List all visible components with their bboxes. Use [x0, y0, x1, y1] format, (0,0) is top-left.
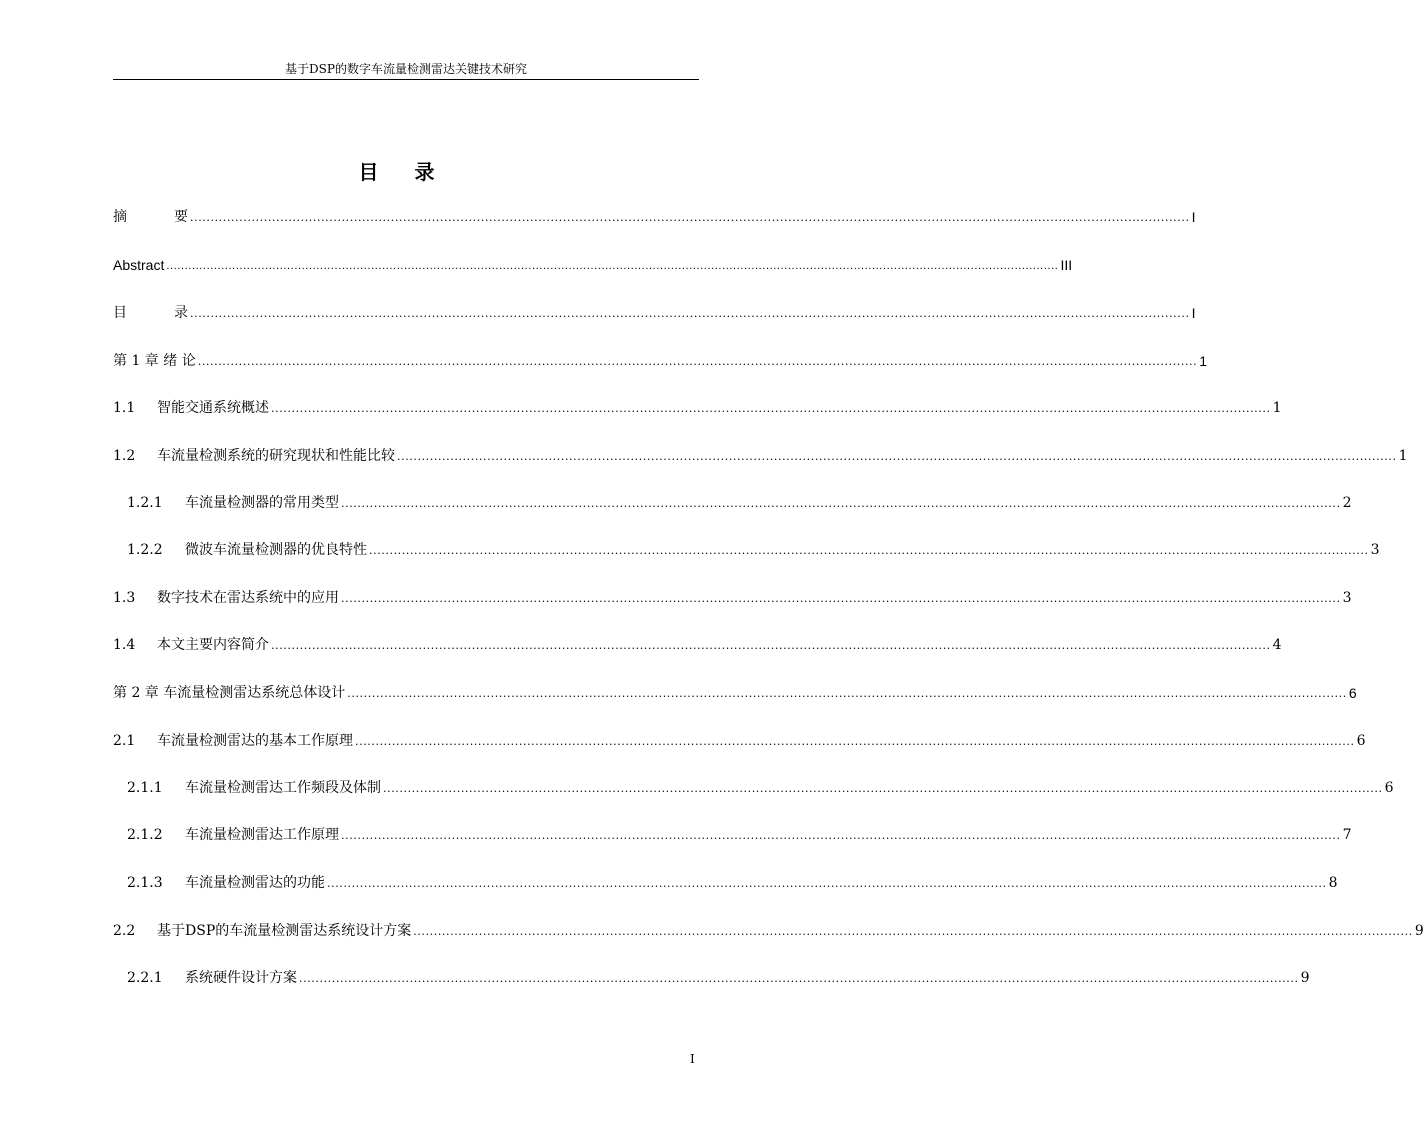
toc-entry-number: 1.2: [113, 448, 136, 464]
toc-entry-1-1[interactable]: [113, 397, 1282, 417]
dot-leader: ....................................................................................................................................................................................................................................................: [347, 687, 1347, 700]
dot-leader: ....................................................................................................................................................................................................................................................: [271, 402, 1271, 415]
dot-leader: ....................................................................................................................................................................................................................................................: [166, 260, 1059, 272]
toc-title: [0, 156, 793, 185]
toc-entry-2-2-1[interactable]: [127, 967, 1310, 987]
toc-entry-1-2-1[interactable]: [127, 492, 1352, 512]
toc-entry-page: 6: [1356, 733, 1366, 749]
toc-entry-number: 2.1.1: [127, 780, 163, 796]
toc-entry-page: 4: [1272, 637, 1282, 653]
toc-entry-1-3[interactable]: [113, 587, 1352, 607]
dot-leader: ....................................................................................................................................................................................................................................................: [327, 877, 1327, 890]
toc-entry-number: 2.1: [113, 733, 136, 749]
toc-entry-page: 6: [1384, 780, 1394, 796]
dot-leader: ....................................................................................................................................................................................................................................................: [271, 639, 1271, 652]
toc-entry-abstract-cn[interactable]: [113, 206, 1196, 226]
toc-title-right: 录: [414, 160, 435, 184]
toc-entry-1-4[interactable]: [113, 634, 1282, 654]
toc-entry-page: I: [1191, 209, 1196, 225]
dot-leader: ....................................................................................................................................................................................................................................................: [397, 450, 1397, 463]
toc-entry-label: 目 录: [113, 305, 188, 321]
toc-entry-1-2[interactable]: [113, 445, 1408, 465]
toc-entry-label: 本文主要内容简介: [157, 637, 269, 653]
dot-leader: ....................................................................................................................................................................................................................................................: [383, 782, 1383, 795]
toc-entry-label: Abstract: [113, 257, 165, 273]
toc-entry-chapter-1[interactable]: [113, 350, 1208, 370]
toc-entry-label: 系统硬件设计方案: [185, 970, 297, 986]
toc-entry-label: 车流量检测雷达工作频段及体制: [185, 780, 381, 796]
toc-entry-page: 1: [1398, 448, 1408, 464]
dot-leader: ....................................................................................................................................................................................................................................................: [341, 829, 1341, 842]
toc-entry-number: 2.2: [113, 923, 136, 939]
toc-entry-label: 数字技术在雷达系统中的应用: [157, 590, 339, 606]
toc-entry-page: 1: [1199, 353, 1208, 369]
dot-leader: ....................................................................................................................................................................................................................................................: [197, 355, 1198, 368]
toc-title-left: 目: [358, 160, 379, 184]
dot-leader: ....................................................................................................................................................................................................................................................: [190, 211, 1190, 224]
dot-leader: ....................................................................................................................................................................................................................................................: [413, 925, 1413, 938]
dot-leader: ....................................................................................................................................................................................................................................................: [299, 972, 1299, 985]
toc-entry-page: 3: [1370, 542, 1380, 558]
toc-entry-2-1[interactable]: [113, 730, 1366, 750]
dot-leader: ....................................................................................................................................................................................................................................................: [341, 497, 1341, 510]
toc-entry-1-2-2[interactable]: [127, 539, 1380, 559]
toc-entry-number: 1.4: [113, 637, 136, 653]
toc-entry-label: 车流量检测系统的研究现状和性能比较: [157, 448, 395, 464]
toc-entry-number: 1.3: [113, 590, 136, 606]
toc-entry-label: 车流量检测器的常用类型: [185, 495, 339, 511]
toc-entry-page: 2: [1342, 495, 1352, 511]
toc-entry-number: 2.1.3: [127, 875, 163, 891]
dot-leader: ....................................................................................................................................................................................................................................................: [369, 544, 1369, 557]
toc-entry-page: I: [1191, 305, 1196, 321]
toc-entry-label: 微波车流量检测器的优良特性: [185, 542, 367, 558]
dot-leader: ....................................................................................................................................................................................................................................................: [341, 592, 1341, 605]
toc-entry-2-1-2[interactable]: [127, 824, 1352, 844]
toc-entry-number: 1.1: [113, 400, 136, 416]
toc-entry-abstract-en[interactable]: [113, 254, 1073, 274]
toc-entry-page: 8: [1328, 875, 1338, 891]
toc-entry-chapter-2[interactable]: [113, 682, 1357, 702]
toc-entry-label: 车流量检测雷达的功能: [185, 875, 325, 891]
toc-entry-page: 1: [1272, 400, 1282, 416]
toc-entry-label: 第 2 章 车流量检测雷达系统总体设计: [113, 685, 346, 701]
toc-entry-label: 基于DSP的车流量检测雷达系统设计方案: [157, 923, 412, 939]
toc-entry-label: 摘 要: [113, 209, 188, 225]
running-header: 基于DSP的数字车流量检测雷达关键技术研究: [285, 62, 527, 76]
toc-entry-2-2[interactable]: [113, 920, 1424, 940]
toc-entry-number: 2.1.2: [127, 827, 163, 843]
toc-entry-label: 车流量检测雷达的基本工作原理: [157, 733, 353, 749]
toc-entry-page: III: [1060, 257, 1073, 273]
header-rule: [113, 79, 699, 80]
toc-entry-page: 3: [1342, 590, 1352, 606]
toc-entry-page: 9: [1300, 970, 1310, 986]
toc-entry-page: 7: [1342, 827, 1352, 843]
toc-entry-2-1-3[interactable]: [127, 872, 1338, 892]
page-number: I: [690, 1052, 695, 1066]
toc-entry-2-1-1[interactable]: [127, 777, 1394, 797]
toc-entry-number: 1.2.1: [127, 495, 163, 511]
toc-entry-number: 2.2.1: [127, 970, 163, 986]
dot-leader: ....................................................................................................................................................................................................................................................: [190, 307, 1190, 320]
toc-entry-label: 智能交通系统概述: [157, 400, 269, 416]
toc-entry-number: 1.2.2: [127, 542, 163, 558]
dot-leader: ....................................................................................................................................................................................................................................................: [355, 735, 1355, 748]
toc-entry-page: 9: [1414, 923, 1424, 939]
toc-entry-contents[interactable]: [113, 302, 1196, 322]
toc-entry-page: 6: [1348, 685, 1357, 701]
toc-entry-label: 车流量检测雷达工作原理: [185, 827, 339, 843]
toc-entry-label: 第 1 章 绪 论: [113, 353, 196, 369]
